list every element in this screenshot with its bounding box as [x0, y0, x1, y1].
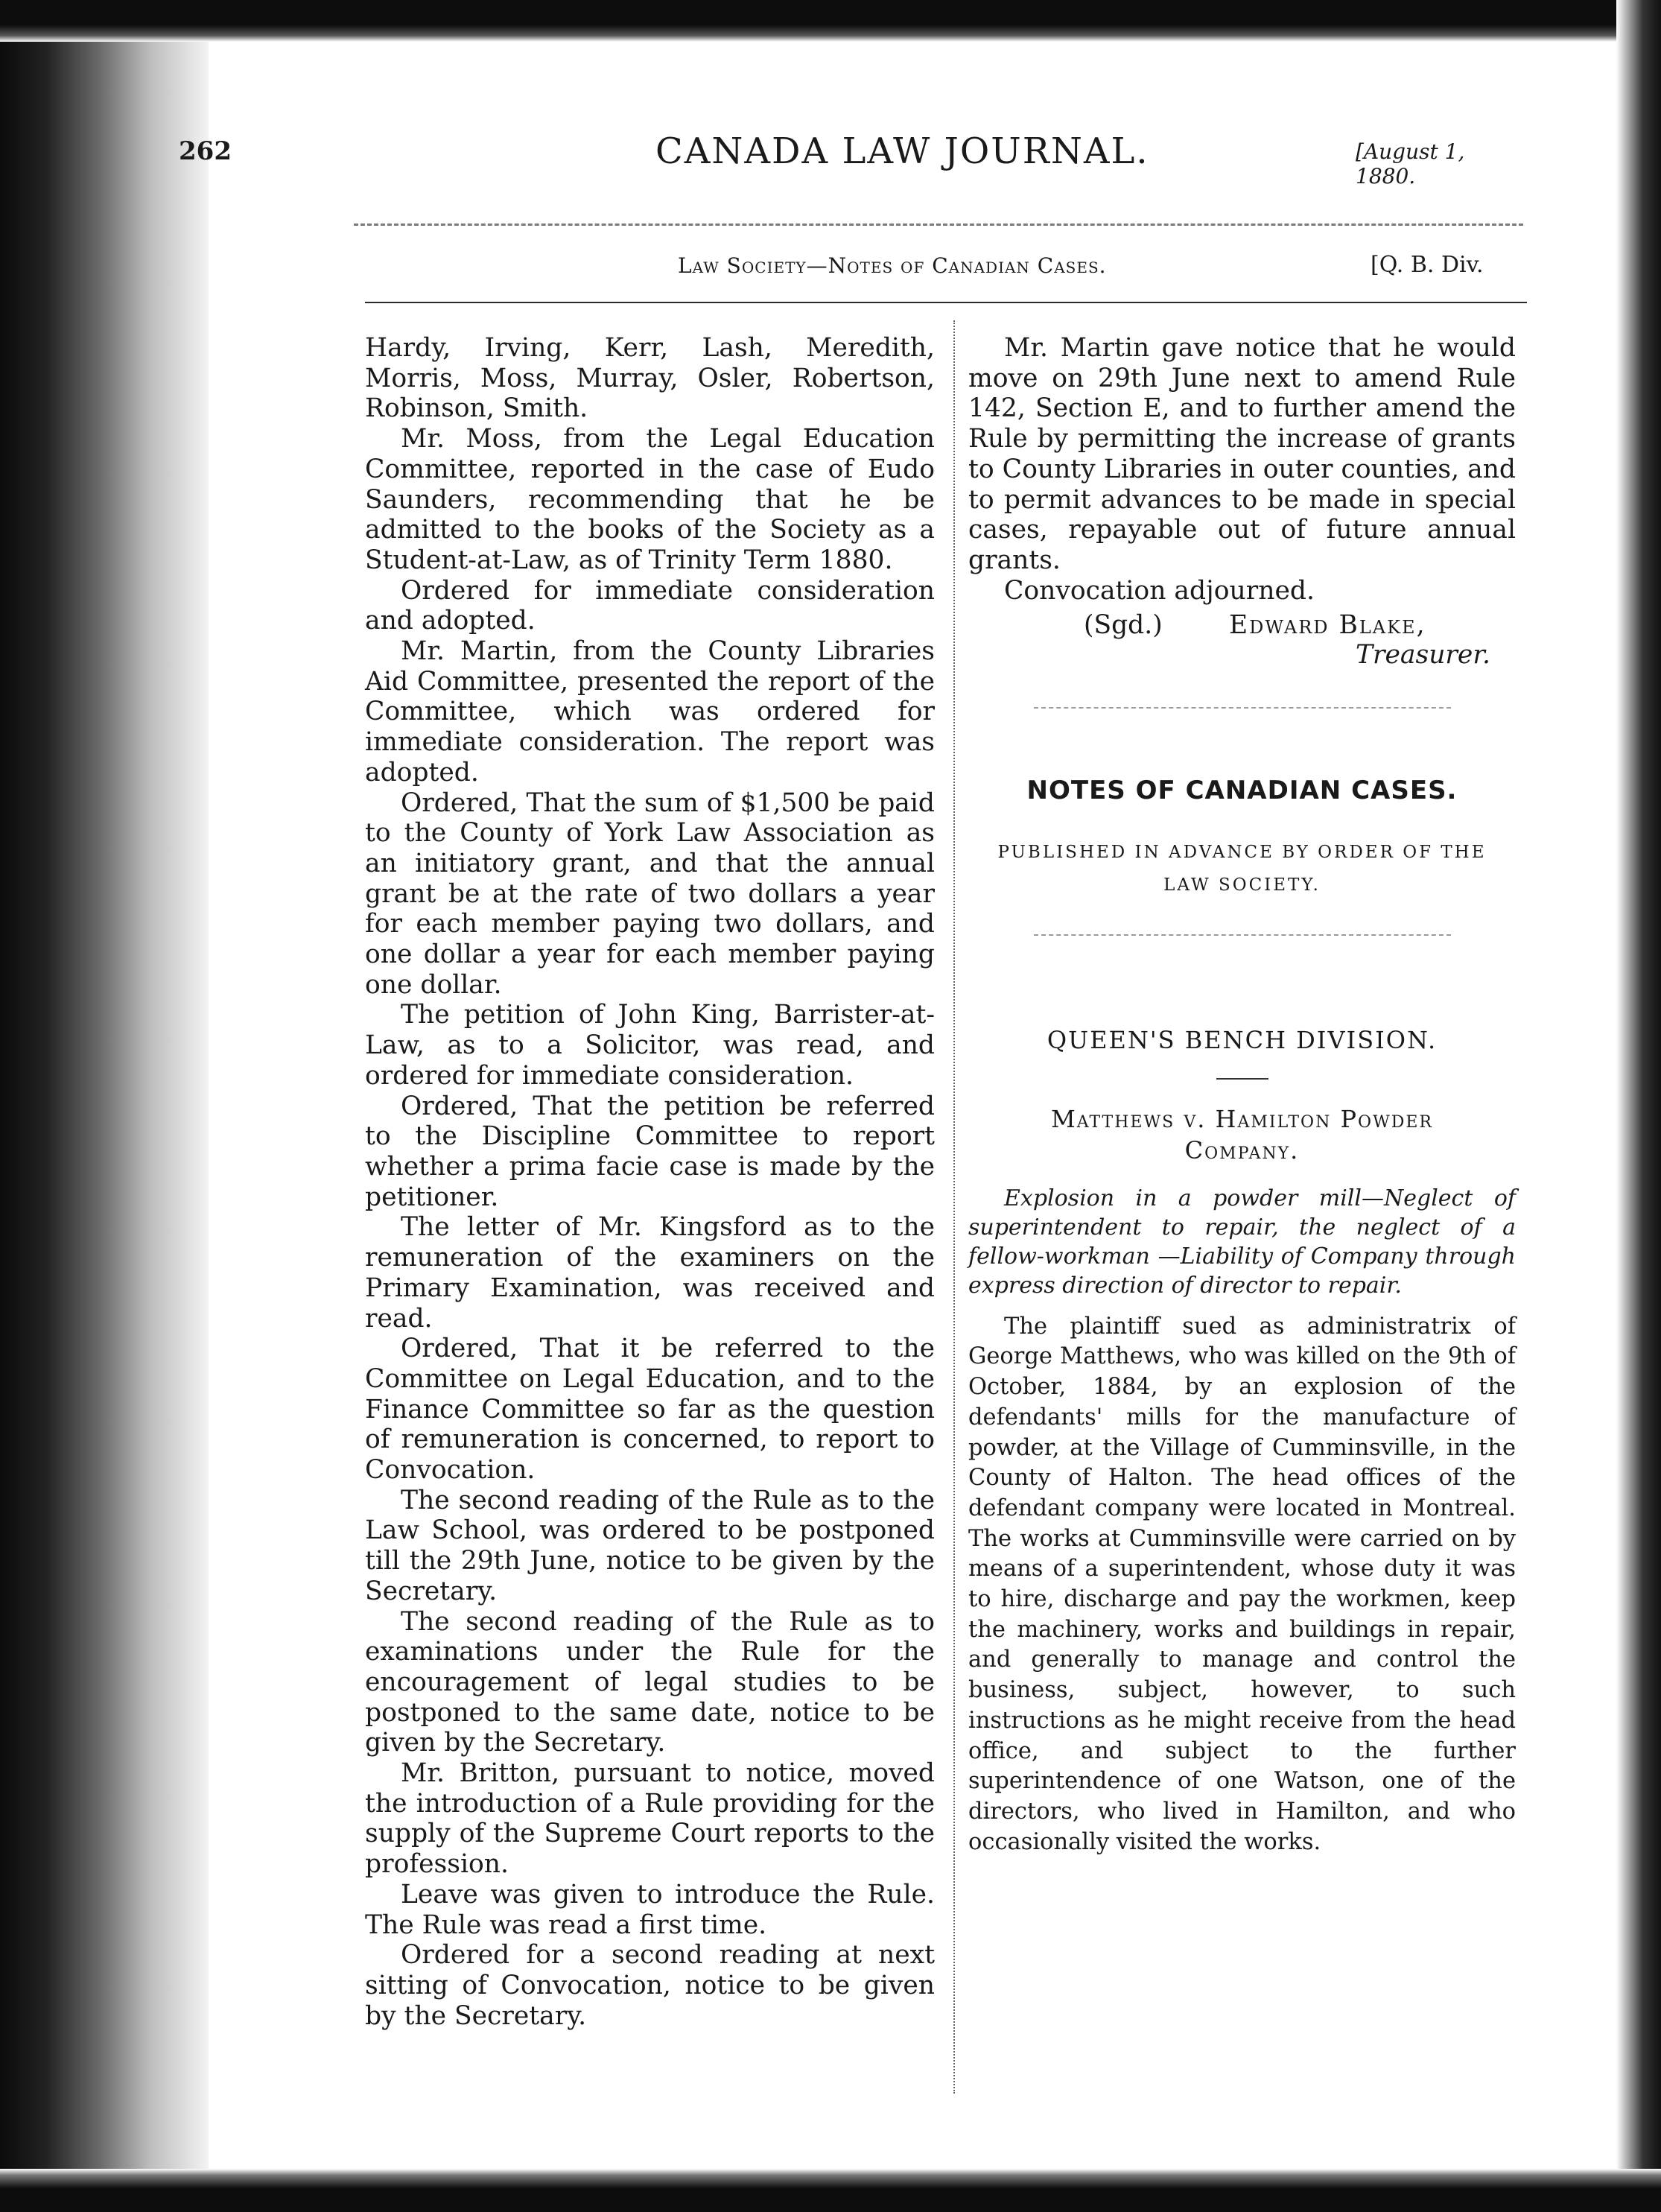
court-heading: QUEEN'S BENCH DIVISION.: [1047, 1026, 1438, 1055]
paragraph: Mr. Britton, pursuant to notice, moved the introduction of a Rule providing for the supply of the Supreme Court reports to the profession.: [365, 1758, 935, 1880]
paragraph: Mr. Martin gave notice that he would move on 29th June next to amend Rule 142, Section E, and to further amend the Rule by permitting the increase of grants to County Libraries in outer counties, and to permit advances to be made in special cases, repayable out of future annual grants.: [968, 333, 1516, 575]
case-title-line-1: Matthews v. Hamilton Powder: [1051, 1104, 1433, 1133]
paragraph: The petition of John King, Barrister-at-Law, as to a Solicitor, was read, and ordered for immediate consideration.: [365, 1000, 935, 1091]
paragraph: The second reading of the Rule as to examinations under the Rule for the encouragement of legal studies to be postponed to the same date, notice to be given by the Secretary.: [365, 1606, 935, 1758]
journal-title: CANADA LAW JOURNAL.: [655, 130, 1149, 172]
paragraph: Convocation adjourned.: [1004, 575, 1315, 606]
case-title-line-2: Company.: [1184, 1135, 1300, 1164]
section-title: NOTES OF CANADIAN CASES.: [1026, 776, 1458, 806]
paragraph: The second reading of the Rule as to the Law School, was ordered to be postponed till the 29th June, notice to be given by the Secretary.: [365, 1485, 935, 1606]
signature-block: [968, 610, 1516, 670]
scan-top-border: [0, 0, 1661, 42]
issue-date: [August 1, 1880.: [1356, 139, 1465, 188]
paragraph: Ordered, That the sum of $1,500 be paid to the County of York Law Association as an initiatory grant, and that the annual grant be at the rate of two dollars a year for each member paying two dollars, and one dollar a year for each member paying one dollar.: [365, 787, 935, 1000]
running-head: Law Society—Notes of Canadian Cases.: [678, 253, 1107, 278]
scan-right-border: [1616, 0, 1661, 2212]
paragraph: Hardy, Irving, Kerr, Lash, Meredith, Morris, Moss, Murray, Osler, Robertson, Robinson, Smith.: [365, 333, 935, 424]
page-number: 262: [179, 136, 232, 166]
page-header: [127, 130, 1527, 188]
division-label: [Q. B. Div.: [1371, 252, 1484, 278]
case-headnote: Explosion in a powder mill—Neglect of superintendent to repair, the neglect of a fellow-workman —Liability of Company through express direction of director to repair.: [968, 1185, 1516, 1299]
signatory-title: Treasurer.: [1356, 640, 1490, 671]
subheader-rule: [365, 302, 1527, 303]
paragraph: Ordered, That the petition be referred to the Discipline Committee to report whether a prima facie case is made by the petitioner.: [365, 1091, 935, 1212]
column-divider: [953, 320, 955, 2094]
scan-bottom-border: [0, 2169, 1661, 2212]
case-body: The plaintiff sued as administratrix of George Matthews, who was killed on the 9th of October, 1884, by an explosion of the defendants' mills for the manufacture of powder, at the Village of Cumminsville, in the County of Halton. The head offices of the defendant company were located in Montreal. The works at Cumminsville were carried on by means of a superintendent, whose duty it was to hire, discharge and pay the workmen, keep the machinery, works and buildings in repair, and generally to manage and control the business, subject, however, to such instructions as he might receive from the head office, and subject to the further superintendence of one Watson, one of the directors, who lived in Hamilton, and who occasionally visited the works.: [968, 1313, 1516, 1855]
paragraph: Leave was given to introduce the Rule. The Rule was read a first time.: [365, 1879, 935, 1940]
paragraph: Mr. Moss, from the Legal Education Committee, reported in the case of Eudo Saunders, recommending that he be admitted to the books of the Society as a Student-at-Law, as of Trinity Term 1880.: [365, 424, 935, 575]
book-binding-edge: [0, 0, 209, 2212]
paragraph: Ordered for immediate consideration and adopted.: [365, 575, 935, 636]
paragraph: The letter of Mr. Kingsford as to the remuneration of the examiners on the Primary Examination, was received and read.: [365, 1212, 935, 1334]
left-column: [365, 333, 935, 2031]
paragraph: Ordered, That it be referred to the Committee on Legal Education, and to the Finance Committee so far as the question of remuneration is concerned, to report to Convocation.: [365, 1334, 935, 1486]
right-column: [968, 333, 1516, 1857]
signature-sgd: (Sgd.): [1084, 610, 1163, 641]
published-line-1: PUBLISHED IN ADVANCE BY ORDER OF THE: [997, 843, 1487, 863]
header-rule: [354, 224, 1523, 226]
paragraph: Ordered for a second reading at next sitting of Convocation, notice to be given by the Secretary.: [365, 1940, 935, 2031]
paragraph: Mr. Martin, from the County Libraries Aid Committee, presented the report of the Committee, which was ordered for immediate consideration. The report was adopted.: [365, 636, 935, 787]
signatory-name: Edward Blake,: [1229, 610, 1426, 641]
published-line-2: LAW SOCIETY.: [1163, 875, 1321, 896]
